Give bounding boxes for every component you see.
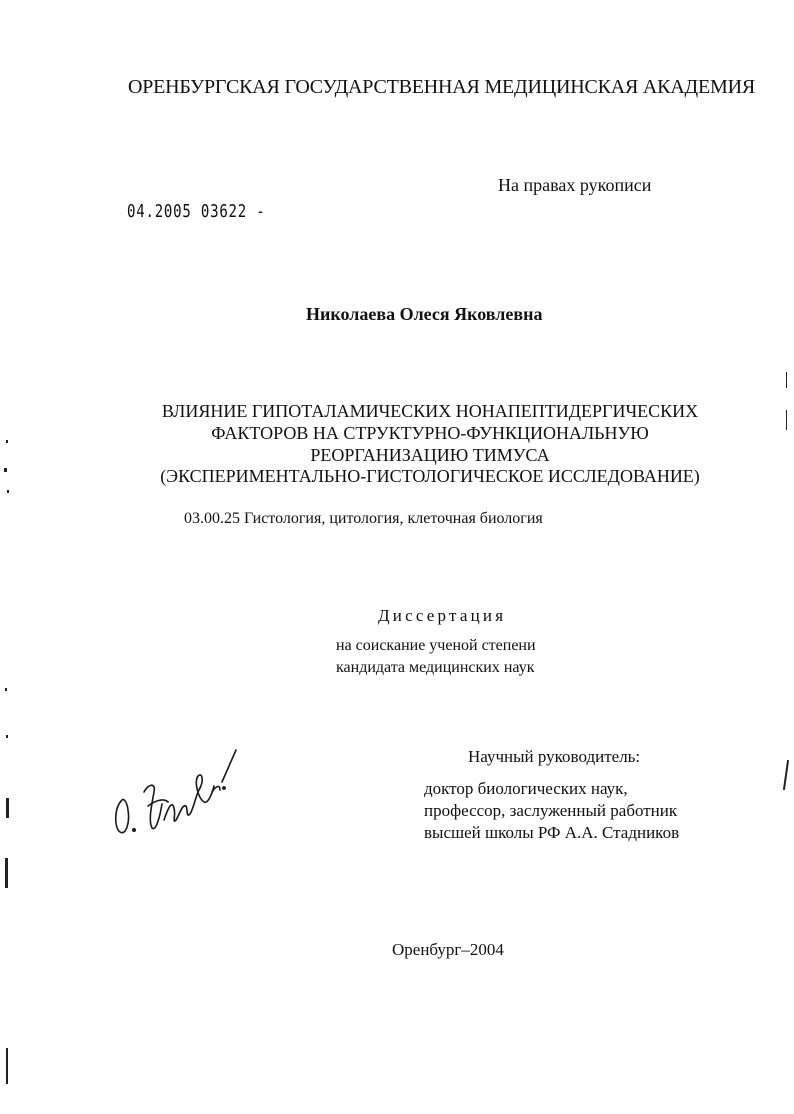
- supervisor-label: Научный руководитель:: [468, 747, 641, 766]
- document-type: Диссертация: [378, 606, 507, 625]
- title-line-1: ВЛИЯНИЕ ГИПОТАЛАМИЧЕСКИХ НОНАПЕПТИДЕРГИЧЕСКИХ: [161, 401, 699, 421]
- author-name: Николаева Олеся Яковлевна: [306, 304, 543, 324]
- supervisor-line-1: доктор биологических наук,: [424, 779, 628, 798]
- scan-line: [786, 372, 787, 388]
- title-line-2: ФАКТОРОВ НА СТРУКТУРНО-ФУНКЦИОНАЛЬНУЮ: [211, 423, 649, 443]
- scan-line: [786, 410, 787, 430]
- scan-smudge: [5, 858, 8, 888]
- institution-name: ОРЕНБУРГСКАЯ ГОСУДАРСТВЕННАЯ МЕДИЦИНСКАЯ АКАДЕМИЯ: [128, 76, 755, 98]
- handwritten-signature: [108, 728, 248, 848]
- rights-note: На правах рукописи: [498, 175, 652, 195]
- scan-speck: [4, 468, 7, 472]
- supervisor-line-3: высшей школы РФ А.А. Стадников: [424, 823, 680, 842]
- scan-smudge: [6, 1048, 8, 1084]
- scan-line: [783, 760, 789, 790]
- title-line-4: (ЭКСПЕРИМЕНТАЛЬНО-ГИСТОЛОГИЧЕСКОЕ ИССЛЕДОВАНИЕ): [160, 466, 700, 486]
- degree-line-2: кандидата медицинских наук: [336, 659, 535, 676]
- scan-speck: [5, 688, 7, 691]
- scan-speck: [6, 440, 8, 443]
- scan-smudge: [6, 798, 9, 818]
- scan-speck: [7, 490, 9, 493]
- title-line-3: РЕОРГАНИЗАЦИЮ ТИМУСА: [310, 445, 550, 465]
- specialty-code: 03.00.25 Гистология, цитология, клеточная биология: [184, 510, 543, 527]
- supervisor-line-2: профессор, заслуженный работник: [424, 801, 678, 820]
- scan-speck: [6, 735, 8, 738]
- degree-line-1: на соискание ученой степени: [336, 637, 536, 654]
- city-year: Оренбург–2004: [392, 940, 504, 959]
- archive-stamp: 04.2005 03622 -: [127, 201, 266, 222]
